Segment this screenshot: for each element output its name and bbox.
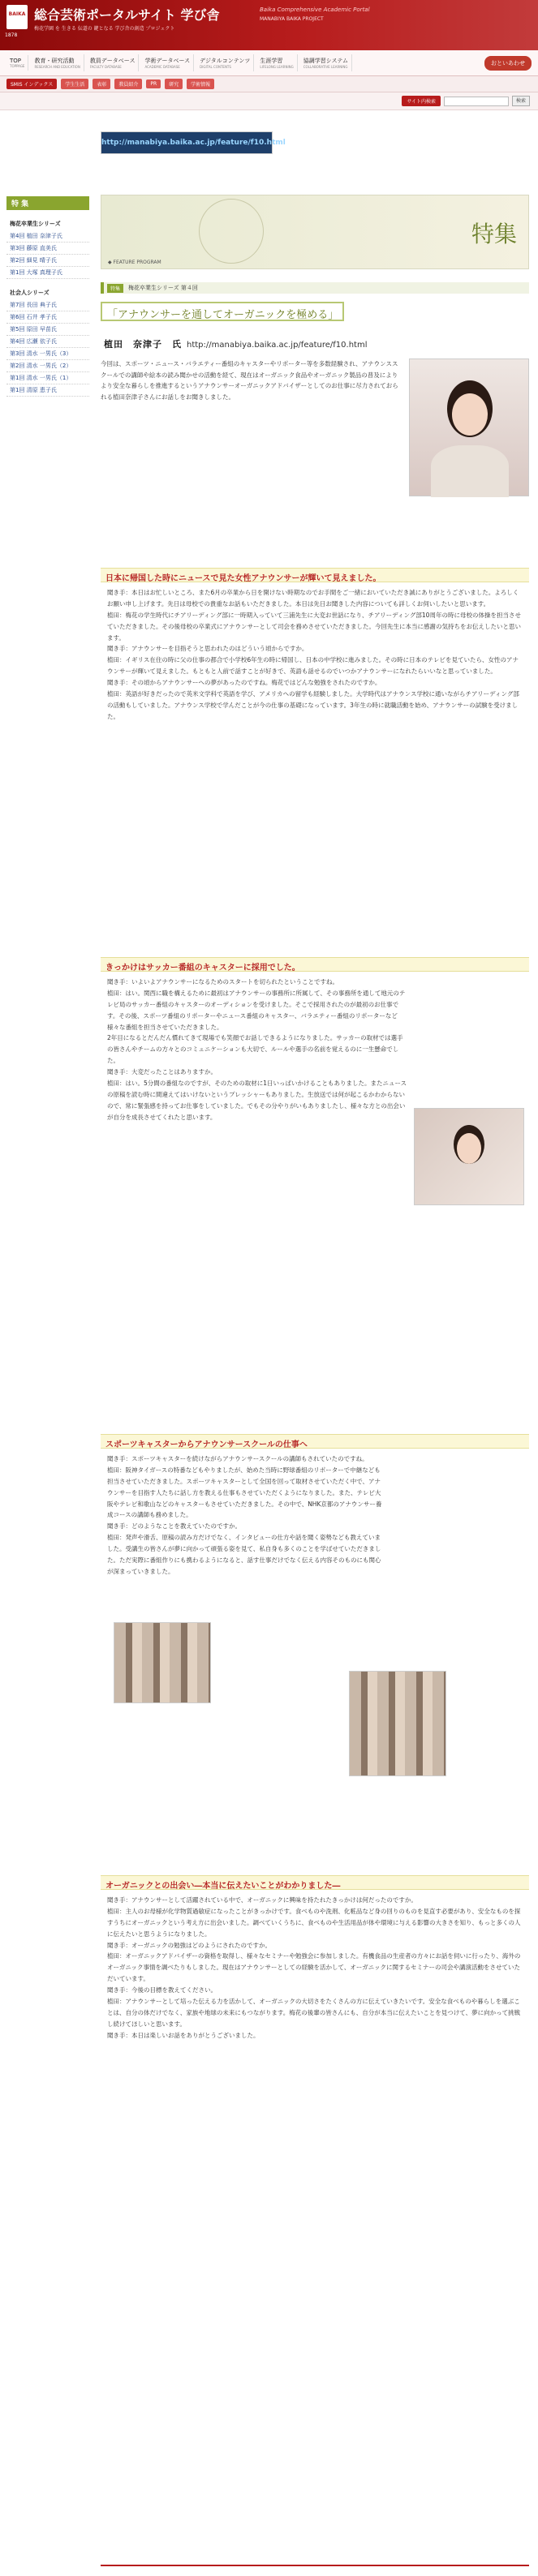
feature-banner-caption: ◆ FEATURE PROGRAM — [108, 260, 161, 265]
sidebar-series-professionals: 社会人シリーズ — [10, 290, 49, 296]
section-heading-1: 日本に帰国した時にニュースで見た女性アナウンサーが輝いて見えました。 — [101, 568, 529, 582]
nav-item-digital[interactable] — [196, 54, 254, 71]
studio-photo — [414, 1108, 524, 1205]
nav-sub: DIGITAL CONTENTS — [200, 65, 231, 69]
logo-year: 1878 — [5, 32, 18, 38]
portrait-photo — [409, 358, 529, 496]
sidebar-series-graduates: 梅花卒業生シリーズ — [10, 221, 61, 227]
banner-decoration — [199, 199, 264, 264]
portrait-face — [452, 393, 488, 436]
search-bar — [0, 92, 538, 110]
person-name: 植田 奈津子 氏 — [104, 339, 182, 350]
sidebar-item[interactable]: 第4回 広瀬 依子氏 — [6, 336, 89, 348]
index-tab-research[interactable]: 研究 — [165, 79, 183, 89]
index-tab-student[interactable]: 学生生活 — [61, 79, 88, 89]
section-body-1: 聞き手：本日はお忙しいところ、また6月の卒業から日を開けない時期なのでお手間をご一緒においていただき誠にありがとうございました。よろしくお願い申し上げます。先日は母校での貴重なお話もいただきました。本日は先日お聞きした内容についても詳しくお伺いしたいと思います。 植田：梅花の学生時代にチアリーディング部に一時期入っていて三浦先生に大変お世話になり、チアリーディング部10周年の時に母校の体操を担当させていただきました。その後母校の卒業式にアナウンサーとして司会を務めさせていただきました。今回先生に本当に感謝の気持ちをお伝えしたいと思います。 聞き手：アナウンサーを目指そうと思われたのはどういう頃からですか。 植田：イギリス在住の時に父の仕事の都合で小学校6年生の時に帰国し、日本の中学校に進みました。その時に日本のテレビを見ていたら、女性のアナウンサーが輝いて見えました。もともと人前で話すことが好きで、英語も話せるのでいつかアナウンサーになれたらいいなと思っていました。 聞き手：その頃からアナウンサーへの夢があったのですね。梅花ではどんな勉強をされたのですか。 植田：英語が好きだったので英米文学科で英語を学び、アメリカへの留学も経験しました。大学時代はアナウンス学校に通いながらチアリーディング部の活動もしていました。アナウンス学校で学んだことが今の仕事の基礎になっています。3年生の時に就職活動を始め、アナウンサーの試験を受けました。 — [107, 589, 521, 720]
sidebar-item[interactable]: 第1回 清水 一男氏（1） — [6, 372, 89, 384]
nav-label: デジタルコンテンツ — [200, 58, 251, 64]
sidebar-item[interactable]: 第3回 清水 一男氏（3） — [6, 348, 89, 360]
feature-banner — [101, 195, 529, 269]
nav-item-academic[interactable] — [141, 54, 194, 71]
sidebar-item[interactable]: 第5回 原田 早苗氏 — [6, 324, 89, 336]
article-intro — [101, 358, 529, 496]
portrait-body — [431, 445, 509, 497]
sidebar-item[interactable]: 第3回 藤原 直美氏 — [6, 243, 89, 255]
nav-item-top[interactable] — [6, 55, 28, 71]
article-url[interactable]: http://manabiya.baika.ac.jp/feature/f10.html — [187, 341, 368, 350]
nav-sub: RESEARCH AND EDUCATION — [34, 65, 80, 69]
sidebar-heading: 特 集 — [6, 196, 89, 210]
nav-sub: COLLABORATIVE LEARNING — [303, 65, 348, 69]
nav-sub: TOPPAGE — [10, 64, 25, 68]
index-tab-award[interactable]: 表彰 — [93, 79, 110, 89]
site-tag: MANABIYA BAIKA PROJECT — [260, 16, 324, 22]
global-nav — [0, 50, 538, 76]
site-header — [0, 0, 538, 50]
lecture-photo — [349, 1671, 446, 1776]
feature-banner-title: 特集 — [471, 221, 517, 247]
nav-sub: LIFELONG LEARNING — [260, 65, 294, 69]
index-tab-info[interactable]: 学術情報 — [187, 79, 214, 89]
intro-text: 今回は、スポーツ・ニュース・バラエティー番組のキャスターやリポーター等を多数経験され、アナウンススクールでの講師や絵本の読み聞かせの活動を経て、現在はオーガニック食品やオーガニック製品の普及によりより安全な暮らしを推進するというアナウンサーオーガニックアドバイザーとしてのお仕事に尽力されておられる植田奈津子さんにお話しをお聞きしました。 — [101, 360, 398, 401]
footer-rule — [101, 2565, 529, 2566]
search-button[interactable]: 検索 — [512, 96, 530, 106]
nav-sub: FACULTY DATABASE — [89, 65, 122, 69]
article-series: 梅花卒業生シリーズ 第４回 — [128, 285, 198, 291]
photo-face — [457, 1133, 481, 1164]
nav-label: 協調学習システム — [303, 58, 349, 64]
section-body-4: 聞き手：アナウンサーとして活躍されている中で、オーガニックに興味を持たれたきっかけは何だったのですか。 植田：主人のお母様が化学物質過敏症になったことがきっかけです。食べものや洗剤、化粧品など身の回りのものを見直す必要があり、安全なものを探すうちにオーガニックという考え方に出会いました。調べていくうちに、食べものや生活用品が体や環境に与える影響の大きさを知り、もっと多くの人に伝えたいと思うようになりました。 聞き手：オーガニックの勉強はどのようにされたのですか。 植田：オーガニックアドバイザーの資格を取得し、様々なセミナーや勉強会に参加しました。有機食品の生産者の方々にお話を伺いに行ったり、海外のオーガニック事情を調べたりもしました。現在はアナウンサーとしての経験を活かして、オーガニックに関するセミナーの司会や講演活動をさせていただいています。 聞き手：今後の目標を教えてください。 植田：アナウンサーとして培った伝える力を活かして、オーガニックの大切さをたくさんの方に伝えていきたいです。安全な食べものや暮らしを選ぶことは、自分の体だけでなく、家族や地球の未来にもつながります。梅花の後輩の皆さんにも、自分が本当に伝えたいことを見つけて、夢に向かって挑戦し続けてほしいと思います。 聞き手：本日は楽しいお話をありがとうございました。 — [107, 1896, 521, 2039]
site-title[interactable]: 総合芸術ポータルサイト 学び舎 — [34, 7, 220, 23]
search-label: サイト内検索 — [402, 96, 441, 106]
section-body-3: 聞き手：スポーツキャスターを続けながらアナウンサースクールの講師もされていたのですね。 植田：阪神タイガースの特番などもやりましたが、始めた当時に野球番組のリポーターで中継なども担当させていただきました。スポーツキャスターとして全国を回って取材させていただく中で、アナウンサーを目指す人たちに話し方を教える仕事もさせていただくようになりました。また、テレビ大阪やテレビ和歌山などのキャスターもさせていただきました。その中で、NHK京都のアナウンサー養成コースの講師も務めました。 聞き手：どのようなことを教えていたのですか。 植田：発声や滑舌、原稿の読み方だけでなく、インタビューの仕方や話を聞く姿勢なども教えていました。受講生の皆さんが夢に向かって頑張る姿を見て、私自身も多くのことを学ばせていただきました。ただ実際に番組作りにも携わるようになると、話す仕事だけでなく伝える内容そのものにも関心が深まっていきました。 — [107, 1455, 382, 1575]
index-tab-pr[interactable]: PR — [146, 79, 161, 88]
logo-text: BAIKA — [8, 11, 26, 17]
contact-button[interactable]: おといあわせ — [484, 56, 532, 71]
section-body-2: 聞き手：いよいよアナウンサーになるためのスタートを切られたということですね。 植田：はい。関西に職を構えるために最初はアナウンサーの事務所に所属して、その事務所を通して地元のテレビ局のサッカー番組のキャスターのオーディションを受けました。そこで採用されたのが最初のお仕事です。その後、スポーツ番組のリポーターやニュース番組のキャスター、バラエティー番組のリポーターなど様々な番組を担当させていただきました。 2年目になるとだんだん慣れてきて現場でも笑顔でお話しできるようになりました。サッカーの取材では選手の皆さんやチームの方々とのコミュニケーションも大切で、ルールや選手の名前を覚えるのに一生懸命でした。 聞き手：大変だったことはありますか。 植田：はい。5分間の番組なのですが、そのための取材に1日いっぱいかけることもありました。またニュースの原稿を読む時に間違えてはいけないというプレッシャーもありました。生放送では何が起こるかわからないので、常に緊張感を持ってお仕事をしていました。でもその分やりがいもありましたし、様々な方との出会いが自分を成長させてくれたと思います。 — [107, 978, 407, 1121]
sidebar-item[interactable]: 第1回 大塚 真理子氏 — [6, 267, 89, 279]
article-title: 「アナウンサーを通してオーガニックを極める」 — [101, 302, 344, 321]
sidebar — [6, 196, 89, 397]
nav-label: 教員データベース — [89, 58, 136, 64]
nav-item-faculty[interactable] — [87, 54, 140, 71]
nav-item-lifelong[interactable] — [256, 54, 297, 71]
nav-label: 教育・研究活動 — [34, 58, 75, 64]
sidebar-item[interactable]: 第7回 長田 典子氏 — [6, 299, 89, 311]
search-input[interactable] — [444, 97, 509, 106]
sidebar-item[interactable]: 第2回 細見 晴子氏 — [6, 255, 89, 267]
article-tag-bar — [101, 282, 529, 294]
article-person — [101, 337, 529, 350]
classroom-photo — [114, 1622, 211, 1703]
section-heading-3: スポーツキャスターからアナウンサースクールの仕事へ — [101, 1434, 529, 1449]
sidebar-item[interactable]: 第1回 清原 恵子氏 — [6, 384, 89, 397]
baika-logo[interactable] — [6, 5, 28, 29]
sidebar-item[interactable]: 第2回 清水 一男氏（2） — [6, 360, 89, 372]
main-content — [101, 195, 529, 496]
nav-label: TOP — [10, 58, 22, 64]
nav-sub: ACADEMIC DATABASE — [144, 65, 180, 69]
url-banner[interactable]: http://manabiya.baika.ac.jp/feature/f10.html — [101, 131, 273, 154]
sidebar-item[interactable]: 第4回 植田 奈津子氏 — [6, 230, 89, 243]
section-heading-4: オーガニックとの出会い―本当に伝えたいことがわかりました― — [101, 1875, 529, 1890]
index-label: SMIS インデックス — [6, 79, 57, 89]
nav-item-collab[interactable] — [300, 54, 352, 71]
site-subtitle: 梅花学園 を 生きる 伝道の 鍵となる 学び舎の創造 プロジェクト — [34, 26, 175, 32]
site-en-title: Baika Comprehensive Academic Portal — [260, 6, 370, 13]
section-heading-2: きっかけはサッカー番組のキャスターに採用でした。 — [101, 957, 529, 972]
index-bar — [0, 76, 538, 92]
nav-item-research[interactable] — [31, 54, 84, 71]
index-tab-faculty[interactable]: 教員紹介 — [114, 79, 142, 89]
sidebar-item[interactable]: 第6回 石井 孝子氏 — [6, 311, 89, 324]
nav-label: 学術データベース — [144, 58, 191, 64]
nav-label: 生涯学習 — [260, 58, 283, 64]
article-tag: 特集 — [107, 284, 123, 293]
